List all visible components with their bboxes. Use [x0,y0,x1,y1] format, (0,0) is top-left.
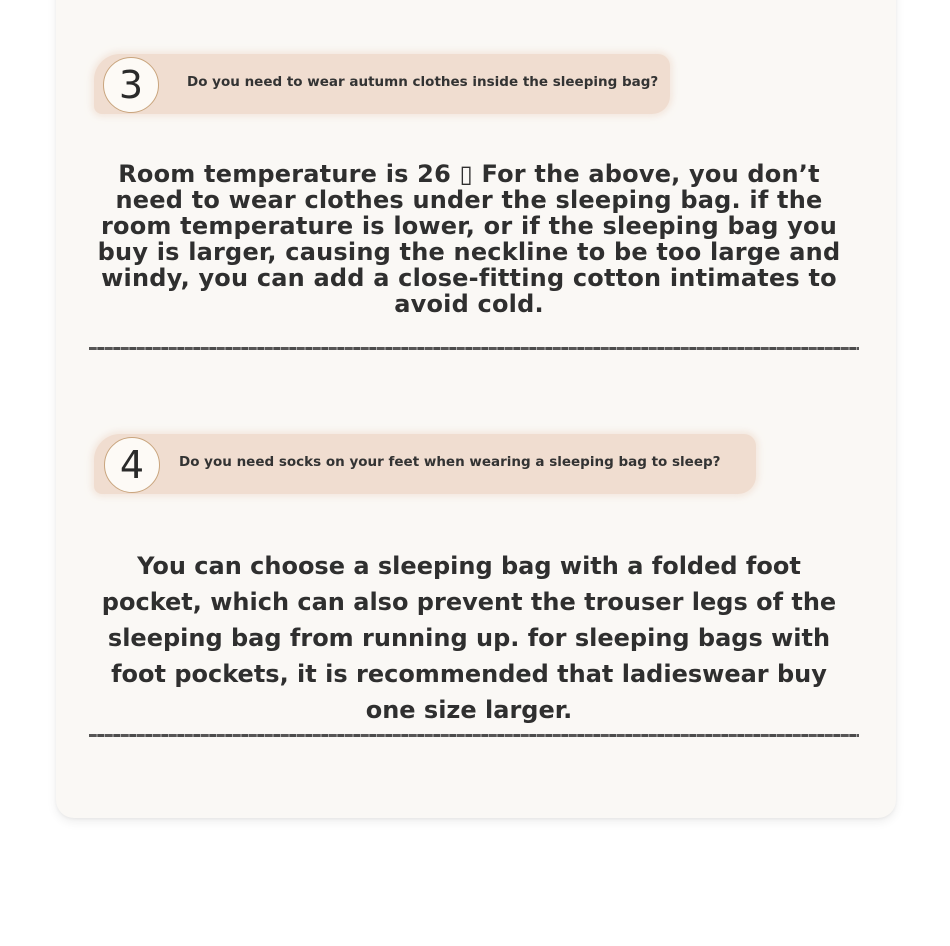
section-divider [89,347,859,350]
answer-text-4: You can choose a sleeping bag with a folded foot pocket, which can also prevent the trouser legs of the sleeping bag from running up. for sleeping bags with foot pockets, it is recommended that ladieswear buy one size larger. [101,552,837,724]
question-text-4: Do you need socks on your feet when wearing a sleeping bag to sleep? [179,454,721,470]
answer-text-3: Room temperature is 26 ▯ For the above, you don’t need to wear clothes under the sleeping bag. if the room temperature is lower, or if the sleeping bag you buy is larger, causing the neckline to be too large and windy, you can add a close-fitting cotton intimates to avoid cold. [97,160,841,318]
section-divider [89,734,859,737]
question-text-3: Do you need to wear autumn clothes inside the sleeping bag? [187,74,659,90]
question-number-4: 4 [104,437,160,493]
question-number-3: 3 [103,57,159,113]
